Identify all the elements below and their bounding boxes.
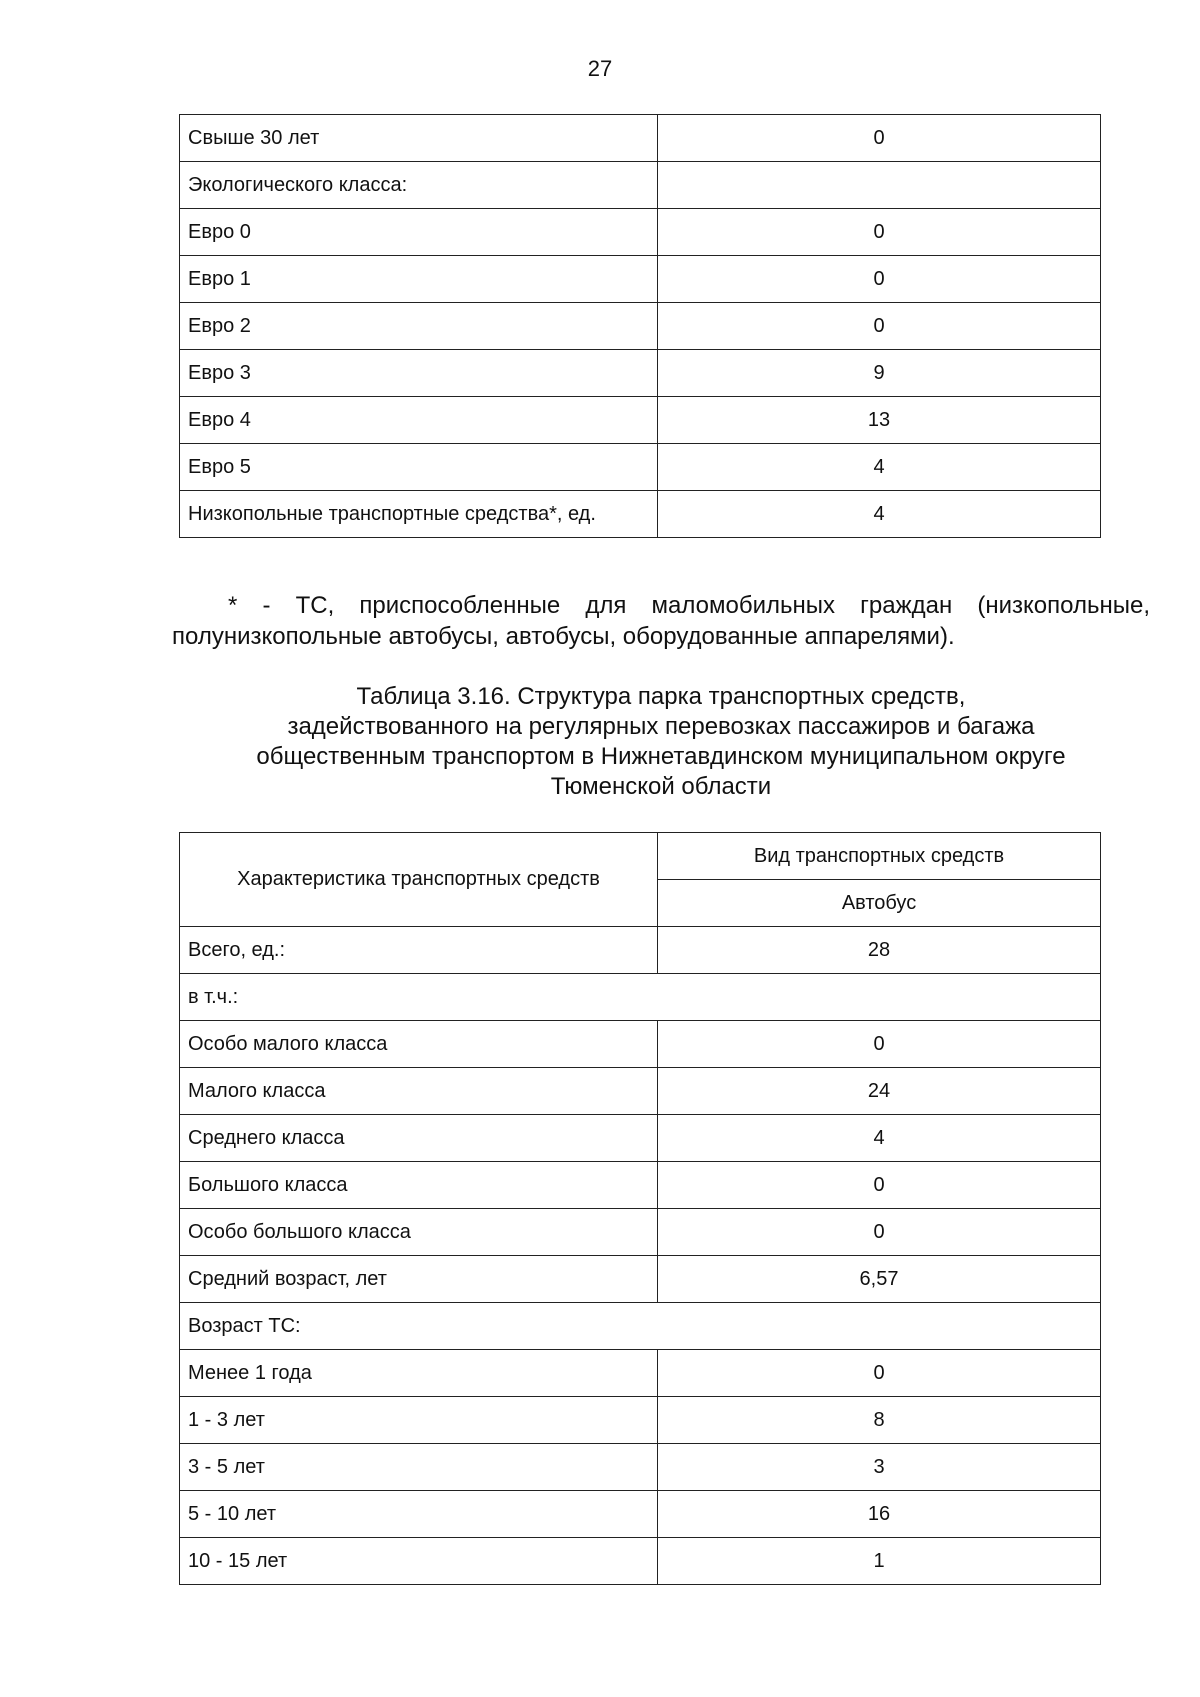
row-value: 0 <box>658 115 1101 162</box>
row-label: Большого класса <box>180 1162 658 1209</box>
row-value: 6,57 <box>658 1256 1101 1303</box>
caption-line: общественным транспортом в Нижнетавдинском муниципальном округе <box>256 743 1066 770</box>
row-label: Евро 2 <box>180 303 658 350</box>
table-row <box>180 927 1101 974</box>
row-label: Особо малого класса <box>180 1021 658 1068</box>
table-3-16 <box>179 832 1101 1585</box>
row-label: Возраст ТС: <box>180 1303 1101 1350</box>
table-row <box>180 1538 1101 1585</box>
row-value: 1 <box>658 1538 1101 1585</box>
row-value: 13 <box>658 397 1101 444</box>
caption-line: задействованного на регулярных перевозках пассажиров и багажа <box>287 713 1035 740</box>
row-label: Свыше 30 лет <box>180 115 658 162</box>
table-row <box>180 1209 1101 1256</box>
row-label: 10 - 15 лет <box>180 1538 658 1585</box>
footnote <box>172 590 1150 652</box>
row-label: Евро 0 <box>180 209 658 256</box>
table-row <box>180 256 1101 303</box>
row-value: 4 <box>658 1115 1101 1162</box>
table-row <box>180 209 1101 256</box>
row-label: Евро 3 <box>180 350 658 397</box>
row-value: 16 <box>658 1491 1101 1538</box>
table-row <box>180 1115 1101 1162</box>
table-row <box>180 115 1101 162</box>
row-value: 3 <box>658 1444 1101 1491</box>
row-label: 5 - 10 лет <box>180 1491 658 1538</box>
row-value: 28 <box>658 927 1101 974</box>
row-label: Низкопольные транспортные средства*, ед. <box>180 491 658 538</box>
table-row <box>180 303 1101 350</box>
row-value: 4 <box>658 491 1101 538</box>
table-row <box>180 1256 1101 1303</box>
footnote-text: * - ТС, приспособленные для маломобильных граждан (низкопольные, полунизкопольные автобусы, автобусы, оборудованные аппарелями). <box>172 592 1150 650</box>
header-characteristic: Характеристика транспортных средств <box>180 833 658 927</box>
table-row <box>180 1021 1101 1068</box>
table-row <box>180 162 1101 209</box>
table-row <box>180 1491 1101 1538</box>
row-value: 9 <box>658 350 1101 397</box>
row-label: Всего, ед.: <box>180 927 658 974</box>
table-row <box>180 1068 1101 1115</box>
row-label: Евро 1 <box>180 256 658 303</box>
table-row <box>180 397 1101 444</box>
row-value: 0 <box>658 209 1101 256</box>
table-row <box>180 350 1101 397</box>
row-label: в т.ч.: <box>180 974 1101 1021</box>
row-label: Среднего класса <box>180 1115 658 1162</box>
row-label: 3 - 5 лет <box>180 1444 658 1491</box>
row-value: 0 <box>658 1209 1101 1256</box>
table-row <box>180 1162 1101 1209</box>
table-row <box>180 974 1101 1021</box>
row-value: 0 <box>658 1162 1101 1209</box>
row-label: Особо большого класса <box>180 1209 658 1256</box>
header-vehicle-type: Вид транспортных средств <box>658 833 1101 880</box>
caption-line: Тюменской области <box>550 773 772 800</box>
row-value: 0 <box>658 1350 1101 1397</box>
row-value: 0 <box>658 256 1101 303</box>
row-label: Экологического класса: <box>180 162 658 209</box>
table-caption <box>172 682 1150 802</box>
row-label: 1 - 3 лет <box>180 1397 658 1444</box>
row-label: Евро 4 <box>180 397 658 444</box>
table-row <box>180 444 1101 491</box>
table-continuation <box>179 114 1101 538</box>
caption-line: Таблица 3.16. Структура парка транспортных средств, <box>356 683 966 710</box>
row-value <box>658 162 1101 209</box>
row-value: 24 <box>658 1068 1101 1115</box>
row-label: Малого класса <box>180 1068 658 1115</box>
table-row <box>180 1397 1101 1444</box>
table-header-row <box>180 833 1101 880</box>
row-label: Менее 1 года <box>180 1350 658 1397</box>
row-label: Средний возраст, лет <box>180 1256 658 1303</box>
row-value: 0 <box>658 303 1101 350</box>
table-row <box>180 1444 1101 1491</box>
table-row <box>180 491 1101 538</box>
header-bus: Автобус <box>658 880 1101 927</box>
row-label: Евро 5 <box>180 444 658 491</box>
row-value: 4 <box>658 444 1101 491</box>
row-value: 0 <box>658 1021 1101 1068</box>
table-row <box>180 1303 1101 1350</box>
row-value: 8 <box>658 1397 1101 1444</box>
page-number: 27 <box>587 56 613 81</box>
table-row <box>180 1350 1101 1397</box>
